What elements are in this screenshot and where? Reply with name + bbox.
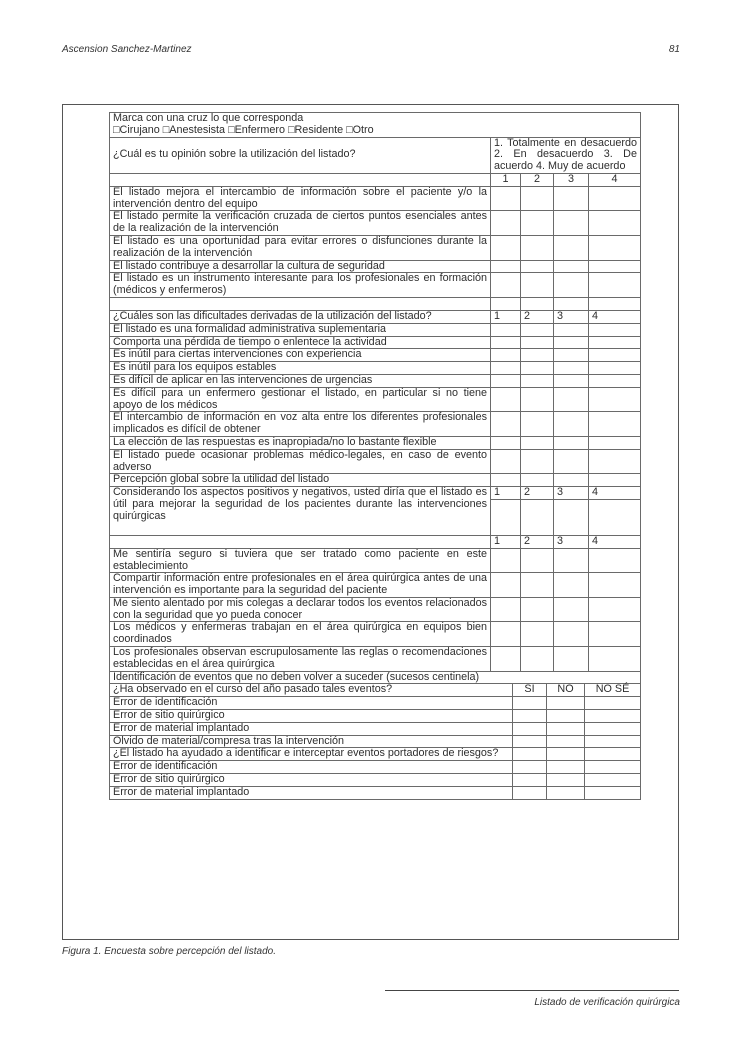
survey-item: Me sentiría seguro si tuviera que ser tratado como paciente en este establecimiento: [110, 548, 491, 573]
blank-cell: [521, 474, 554, 487]
survey-item: Olvido de material/compresa tras la intervención: [110, 735, 513, 748]
answer-cell[interactable]: [491, 436, 521, 449]
answer-cell[interactable]: [554, 647, 589, 672]
scale-header-3: 3: [554, 173, 589, 186]
option-header-si: SI: [513, 684, 547, 697]
answer-cell[interactable]: [589, 436, 641, 449]
survey-item: Error de sitio quirúrgico: [110, 710, 513, 723]
answer-cell[interactable]: [589, 499, 641, 535]
answer-cell[interactable]: [491, 449, 521, 474]
blank-cell: [110, 535, 491, 548]
table-row: [110, 323, 641, 336]
answer-cell[interactable]: [554, 211, 589, 236]
running-header-author: Ascension Sanchez-Martinez: [62, 44, 192, 55]
table-row: [110, 349, 641, 362]
answer-cell[interactable]: [589, 235, 641, 260]
scale-header-1: 1: [491, 535, 521, 548]
survey-item: Error de identificación: [110, 761, 513, 774]
answer-cell[interactable]: [589, 412, 641, 437]
survey-item: Compartir información entre profesionales en el área quirúrgica antes de una intervención es importante para la seguridad del paciente: [110, 573, 491, 598]
answer-cell[interactable]: [547, 774, 585, 787]
blank-cell: [491, 474, 521, 487]
answer-cell[interactable]: [513, 774, 547, 787]
scale-header-2: 2: [521, 535, 554, 548]
table-row: [110, 436, 641, 449]
scale-header-4: 4: [589, 310, 641, 323]
survey-form: [109, 112, 640, 800]
table-row: [110, 387, 641, 412]
option-header-no: NO: [547, 684, 585, 697]
answer-cell[interactable]: [585, 697, 641, 710]
answer-cell[interactable]: [589, 622, 641, 647]
answer-cell[interactable]: [513, 761, 547, 774]
survey-item: Los profesionales observan escrupulosamente las reglas o recomendaciones establecidas en el área quirúrgica: [110, 647, 491, 672]
answer-cell[interactable]: [554, 186, 589, 211]
answer-cell[interactable]: [585, 748, 641, 761]
survey-table-sentinel-events: [109, 671, 641, 800]
scale-header-4: 4: [589, 535, 641, 548]
running-footer-title: Listado de verificación quirúrgica: [534, 997, 680, 1008]
table-row: [110, 186, 641, 211]
answer-cell[interactable]: [521, 499, 554, 535]
option-header-no-se: NO SÉ: [585, 684, 641, 697]
answer-cell[interactable]: [521, 548, 554, 573]
answer-cell[interactable]: [589, 260, 641, 273]
answer-cell[interactable]: [554, 436, 589, 449]
figure-caption: Figura 1. Encuesta sobre percepción del listado.: [62, 946, 277, 957]
answer-cell[interactable]: [491, 499, 521, 535]
answer-cell[interactable]: [554, 548, 589, 573]
answer-cell[interactable]: [491, 186, 521, 211]
answer-cell[interactable]: [589, 362, 641, 375]
role-checkboxes: □Cirujano □Anestesista □Enfermero □Residente □Otro: [113, 123, 374, 136]
footer-rule: [385, 990, 679, 991]
answer-cell[interactable]: [554, 362, 589, 375]
spacer-row: [110, 297, 641, 310]
answer-cell[interactable]: [554, 260, 589, 273]
answer-cell[interactable]: [547, 786, 585, 799]
answer-cell[interactable]: [589, 186, 641, 211]
answer-cell[interactable]: [585, 710, 641, 723]
answer-cell[interactable]: [589, 349, 641, 362]
survey-item: El listado es una oportunidad para evitar errores o disfunciones durante la realización de la intervención: [110, 235, 491, 260]
answer-cell[interactable]: [547, 722, 585, 735]
answer-cell[interactable]: [521, 449, 554, 474]
answer-cell[interactable]: [554, 374, 589, 387]
answer-cell[interactable]: [589, 647, 641, 672]
answer-cell[interactable]: [491, 211, 521, 236]
survey-item: Me siento alentado por mis colegas a declarar todos los eventos relacionados con la seguridad que yo pueda conocer: [110, 597, 491, 622]
survey-item: El listado es un instrumento interesante para los profesionales en formación (médicos y enfermeros): [110, 273, 491, 298]
blank-cell: [589, 474, 641, 487]
table-row: [110, 260, 641, 273]
survey-item: Error de material implantado: [110, 722, 513, 735]
answer-cell[interactable]: [491, 349, 521, 362]
answer-cell[interactable]: [521, 362, 554, 375]
answer-cell[interactable]: [547, 735, 585, 748]
survey-item: Es inútil para los equipos estables: [110, 362, 491, 375]
answer-cell[interactable]: [491, 387, 521, 412]
answer-cell[interactable]: [513, 735, 547, 748]
survey-item: El listado es una formalidad administrativa suplementaria: [110, 323, 491, 336]
table-row: [110, 735, 641, 748]
answer-cell[interactable]: [521, 235, 554, 260]
table-row: [110, 786, 641, 799]
answer-cell[interactable]: [513, 748, 547, 761]
table-row: [110, 235, 641, 260]
scale-header-2: 2: [521, 487, 554, 500]
survey-instructions: [110, 113, 641, 138]
answer-cell[interactable]: [491, 273, 521, 298]
scale-header-3: 3: [554, 310, 589, 323]
answer-cell[interactable]: [521, 412, 554, 437]
question-difficulties: ¿Cuáles son las dificultades derivadas de la utilización del listado?: [110, 310, 491, 323]
answer-cell[interactable]: [585, 735, 641, 748]
answer-cell[interactable]: [513, 710, 547, 723]
table-row: [110, 697, 641, 710]
scale-header-2: 2: [521, 173, 554, 186]
answer-cell[interactable]: [521, 573, 554, 598]
scale-header-3: 3: [554, 535, 589, 548]
answer-cell[interactable]: [554, 349, 589, 362]
table-row: [110, 548, 641, 573]
answer-cell[interactable]: [491, 362, 521, 375]
table-row: [110, 597, 641, 622]
answer-cell[interactable]: [547, 710, 585, 723]
survey-item: Comporta una pérdida de tiempo o enlentece la actividad: [110, 336, 491, 349]
answer-cell[interactable]: [513, 786, 547, 799]
answer-cell[interactable]: [521, 211, 554, 236]
answer-cell[interactable]: [554, 235, 589, 260]
question-global-perception: Percepción global sobre la utilidad del listado: [110, 474, 491, 487]
answer-cell[interactable]: [554, 387, 589, 412]
answer-cell[interactable]: [547, 761, 585, 774]
survey-item: Error de material implantado: [110, 786, 513, 799]
answer-cell[interactable]: [589, 323, 641, 336]
table-row: [110, 336, 641, 349]
scale-header-1: 1: [491, 487, 521, 500]
answer-cell[interactable]: [491, 260, 521, 273]
survey-item: El listado contribuye a desarrollar la cultura de seguridad: [110, 260, 491, 273]
answer-cell[interactable]: [491, 336, 521, 349]
answer-cell[interactable]: [521, 597, 554, 622]
question-observed-events: ¿Ha observado en el curso del año pasado tales eventos?: [110, 684, 513, 697]
survey-item: El listado permite la verificación cruzada de ciertos puntos esenciales antes de la realización de la intervención: [110, 211, 491, 236]
answer-cell[interactable]: [589, 573, 641, 598]
answer-cell[interactable]: [491, 622, 521, 647]
answer-cell[interactable]: [491, 323, 521, 336]
table-row: [110, 722, 641, 735]
scale-header-3: 3: [554, 487, 589, 500]
table-row: [110, 748, 641, 761]
table-row: [110, 761, 641, 774]
survey-item: Error de sitio quirúrgico: [110, 774, 513, 787]
section-title-sentinel-events: Identificación de eventos que no deben volver a suceder (sucesos centinela): [110, 671, 641, 684]
survey-table-difficulties: [109, 310, 641, 672]
answer-cell[interactable]: [589, 449, 641, 474]
survey-item: Los médicos y enfermeras trabajan en el área quirúrgica en equipos bien coordinados: [110, 622, 491, 647]
answer-cell[interactable]: [521, 647, 554, 672]
answer-cell[interactable]: [554, 336, 589, 349]
survey-item: Es difícil para un enfermero gestionar el listado, en particular si no tiene apoyo de los médicos: [110, 387, 491, 412]
survey-item: Error de identificación: [110, 697, 513, 710]
survey-item: La elección de las respuestas es inapropiada/no lo bastante flexible: [110, 436, 491, 449]
survey-table-opinion: [109, 112, 641, 311]
table-row: [110, 211, 641, 236]
question-listado-helped: ¿El listado ha ayudado a identificar e interceptar eventos portadores de riesgos?: [110, 748, 513, 761]
answer-cell[interactable]: [521, 374, 554, 387]
table-row: [110, 374, 641, 387]
scale-header-4: 4: [589, 487, 641, 500]
answer-cell[interactable]: [585, 774, 641, 787]
blank-cell: [110, 173, 491, 186]
question-opinion: ¿Cuál es tu opinión sobre la utilización del listado?: [110, 137, 491, 173]
answer-cell[interactable]: [491, 412, 521, 437]
answer-cell[interactable]: [521, 387, 554, 412]
answer-cell[interactable]: [521, 186, 554, 211]
table-row: [110, 774, 641, 787]
survey-item: Es inútil para ciertas intervenciones con experiencia: [110, 349, 491, 362]
answer-cell[interactable]: [491, 647, 521, 672]
answer-cell[interactable]: [589, 387, 641, 412]
answer-cell[interactable]: [589, 597, 641, 622]
answer-cell[interactable]: [554, 273, 589, 298]
answer-cell[interactable]: [589, 211, 641, 236]
answer-cell[interactable]: [554, 597, 589, 622]
answer-cell[interactable]: [585, 761, 641, 774]
answer-cell[interactable]: [491, 235, 521, 260]
answer-cell[interactable]: [589, 273, 641, 298]
answer-cell[interactable]: [521, 349, 554, 362]
table-row: [110, 573, 641, 598]
answer-cell[interactable]: [513, 722, 547, 735]
answer-cell[interactable]: [521, 336, 554, 349]
answer-cell[interactable]: [521, 323, 554, 336]
page-number: 81: [668, 44, 680, 55]
answer-cell[interactable]: [589, 374, 641, 387]
answer-cell[interactable]: [554, 573, 589, 598]
likert-scale-legend: 1. Totalmente en desacuerdo 2. En desacuerdo 3. De acuerdo 4. Muy de acuerdo: [491, 137, 641, 173]
survey-item: El listado mejora el intercambio de información sobre el paciente y/o la intervención dentro del equipo: [110, 186, 491, 211]
answer-cell[interactable]: [585, 786, 641, 799]
answer-cell[interactable]: [554, 622, 589, 647]
survey-item: Es difícil de aplicar en las intervenciones de urgencias: [110, 374, 491, 387]
answer-cell[interactable]: [521, 260, 554, 273]
answer-cell[interactable]: [521, 436, 554, 449]
instruction-text: Marca con una cruz lo que corresponda: [113, 112, 304, 124]
answer-cell[interactable]: [521, 622, 554, 647]
table-row: [110, 449, 641, 474]
table-row: [110, 647, 641, 672]
answer-cell[interactable]: [491, 548, 521, 573]
scale-header-1: 1: [491, 310, 521, 323]
table-row: [110, 362, 641, 375]
answer-cell[interactable]: [521, 273, 554, 298]
answer-cell[interactable]: [513, 697, 547, 710]
scale-header-2: 2: [521, 310, 554, 323]
scale-header-1: 1: [491, 173, 521, 186]
answer-cell[interactable]: [491, 597, 521, 622]
scale-header-4: 4: [589, 173, 641, 186]
answer-cell[interactable]: [554, 323, 589, 336]
answer-cell[interactable]: [554, 449, 589, 474]
table-row: [110, 412, 641, 437]
answer-cell[interactable]: [554, 499, 589, 535]
answer-cell[interactable]: [547, 748, 585, 761]
answer-cell[interactable]: [585, 722, 641, 735]
answer-cell[interactable]: [491, 573, 521, 598]
table-row: [110, 622, 641, 647]
blank-cell: [554, 474, 589, 487]
answer-cell[interactable]: [589, 548, 641, 573]
answer-cell[interactable]: [589, 336, 641, 349]
survey-item: El listado puede ocasionar problemas médico-legales, en caso de evento adverso: [110, 449, 491, 474]
table-row: [110, 710, 641, 723]
table-row: [110, 273, 641, 298]
survey-item: El intercambio de información en voz alta entre los diferentes profesionales implicados es difícil de obtener: [110, 412, 491, 437]
answer-cell[interactable]: [491, 374, 521, 387]
survey-item: Considerando los aspectos positivos y negativos, usted diría que el listado es útil para mejorar la seguridad de los pacientes durante las intervenciones quirúrgicas: [110, 487, 491, 536]
answer-cell[interactable]: [547, 697, 585, 710]
answer-cell[interactable]: [554, 412, 589, 437]
